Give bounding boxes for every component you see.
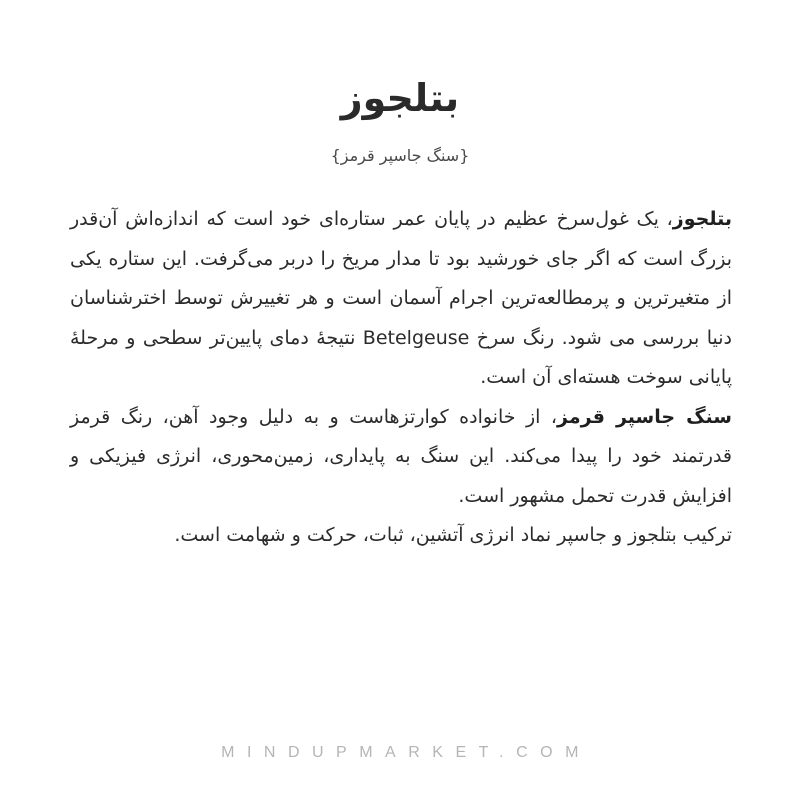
page-subtitle: {سنگ جاسپر قرمز}: [330, 146, 470, 165]
paragraph-text: ترکیب بتلجوز و جاسپر نماد انرژی آتشین، ثبات، حرکت و شهامت است.: [174, 524, 732, 546]
paragraph-text: نتیجهٔ دمای پایین‌تر سطحی و مرحلهٔ پایانی سوخت هسته‌ای آن است.: [70, 326, 732, 388]
paragraph-combination: [70, 516, 732, 556]
page-title: بتلجوز: [340, 76, 460, 120]
paragraph-text: ، از خانواده کوارتزهاست و به دلیل وجود آهن، رنگ قرمز قدرتمند خود را پیدا می‌کند. این سنگ به پایداری، زمین‌محوری، انرژی فیزیکی و افزایش قدرت تحمل مشهور است.: [70, 405, 732, 507]
bold-term-red-jasper: سنگ جاسپر قرمز: [557, 405, 732, 428]
paragraph-text: ، یک غول‌سرخ عظیم در پایان عمر ستاره‌ای خود است که اندازه‌اش آن‌قدر بزرگ است که اگر جای خورشید بود تا مدار مریخ را دربر می‌گرفت. این ستاره یکی از متغیرترین و پرمطالعه‌ترین اجرام آسمان است و هر تغییرش توسط اخترشناسان دنیا بررسی می شود. رنگ سرخ: [70, 208, 732, 349]
bold-term-betelgeuse: بتلجوز: [672, 208, 732, 230]
body-text: [70, 200, 732, 556]
english-term: Betelgeuse: [362, 326, 470, 349]
paragraph-betelgeuse: [70, 200, 732, 398]
paragraph-red-jasper: [70, 398, 732, 517]
footer-website: MINDUPMARKET.COM: [221, 744, 591, 761]
